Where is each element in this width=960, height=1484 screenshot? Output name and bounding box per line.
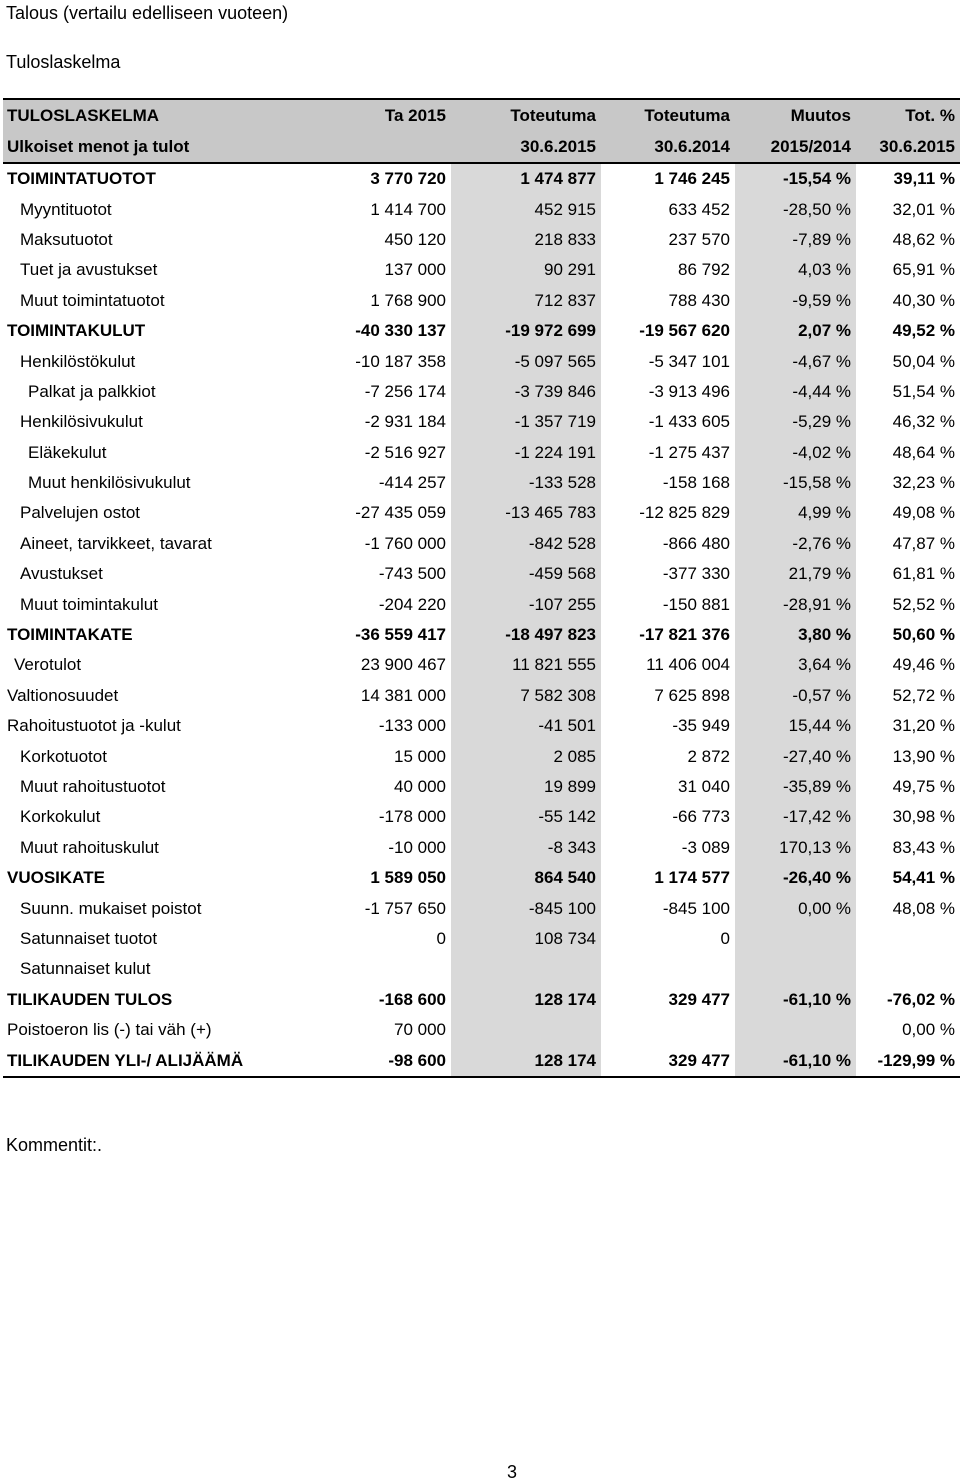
row-label: TILIKAUDEN YLI-/ ALIJÄÄMÄ (7, 1050, 244, 1070)
value-cell: -28,50 % (735, 194, 856, 224)
value-cell: 712 837 (451, 286, 601, 316)
value-cell: 49,08 % (892, 503, 955, 523)
row-label: Korkokulut (20, 807, 101, 827)
row-label: Tuet ja avustukset (20, 260, 158, 280)
value-cell: 4,03 % (735, 255, 856, 285)
value-cell (601, 1015, 735, 1045)
header-cell: 30.6.2015 (856, 131, 960, 163)
row-label: Henkilösivukulut (20, 412, 143, 432)
value-cell (856, 924, 960, 954)
row-label: Aineet, tarvikkeet, tavarat (20, 533, 212, 553)
header-row-1 (3, 99, 960, 131)
value-cell: -61,10 % (735, 985, 856, 1015)
value-cell: 218 833 (451, 225, 601, 255)
income-statement-table (3, 98, 960, 1078)
table-row (3, 225, 960, 255)
table-row (3, 498, 960, 528)
row-label: TOIMINTATUOTOT (7, 169, 156, 189)
header-cell: Ulkoiset menot ja tulot (3, 131, 340, 163)
row-label: Muut henkilösivukulut (28, 473, 191, 493)
table-row (3, 772, 960, 802)
header-cell: Toteutuma (451, 99, 601, 131)
table-row (3, 863, 960, 893)
row-label: VUOSIKATE (7, 868, 105, 888)
value-cell: 7 582 308 (451, 681, 601, 711)
table-row (3, 741, 960, 771)
table-row (3, 346, 960, 376)
row-label: Muut rahoitustuotot (20, 777, 166, 796)
value-cell: -204 220 (378, 594, 446, 614)
value-cell: 40 000 (394, 777, 446, 796)
value-cell: -55 142 (451, 802, 601, 832)
table-row (3, 286, 960, 316)
value-cell: -98 600 (388, 1050, 446, 1070)
value-cell: -4,67 % (735, 346, 856, 376)
value-cell: -4,02 % (735, 438, 856, 468)
value-cell: -150 881 (662, 594, 730, 614)
value-cell: 329 477 (668, 1050, 730, 1070)
value-cell: -15,54 % (735, 163, 856, 194)
value-cell: -1 433 605 (648, 412, 730, 432)
row-label: TOIMINTAKULUT (7, 321, 146, 341)
value-cell: 31,20 % (892, 716, 955, 736)
value-cell: -178 000 (378, 807, 446, 827)
value-cell: 51,54 % (892, 381, 955, 401)
row-label: Palvelujen ostot (20, 503, 141, 523)
value-cell: 3 770 720 (370, 169, 446, 189)
section-heading: Tuloslaskelma (6, 52, 121, 72)
value-cell: 52,72 % (892, 685, 955, 705)
table-row (3, 407, 960, 437)
value-cell: 7 625 898 (654, 685, 730, 705)
value-cell: 50,60 % (892, 625, 955, 645)
value-cell: -27 435 059 (355, 503, 446, 523)
header-cell: 30.6.2014 (601, 131, 735, 163)
value-cell: -36 559 417 (355, 625, 446, 645)
value-cell: -158 168 (662, 473, 730, 493)
table-row (3, 681, 960, 711)
value-cell: 90 291 (451, 255, 601, 285)
value-cell: -168 600 (378, 989, 446, 1009)
value-cell: -2,76 % (735, 529, 856, 559)
row-label: Muut rahoituskulut (20, 837, 159, 857)
table-row (3, 711, 960, 741)
value-cell: -10 187 358 (355, 351, 446, 371)
header-row-2 (3, 131, 960, 163)
table-row (3, 1015, 960, 1045)
value-cell: 2 085 (451, 741, 601, 771)
value-cell: 1 174 577 (654, 868, 730, 888)
value-cell: -1 757 650 (364, 898, 446, 918)
value-cell: -743 500 (378, 564, 446, 584)
value-cell: -0,57 % (735, 681, 856, 711)
value-cell: 0 (720, 928, 730, 948)
table-row (3, 589, 960, 619)
value-cell: 0,00 % (735, 893, 856, 923)
table-row (3, 255, 960, 285)
row-label: Muut toimintatuotot (20, 290, 165, 310)
row-label: Suunn. mukaiset poistot (20, 898, 202, 918)
value-cell (856, 954, 960, 984)
value-cell: 1 746 245 (654, 169, 730, 189)
value-cell: 49,52 % (892, 321, 955, 341)
value-cell: -5 097 565 (451, 346, 601, 376)
row-label: Poistoeron lis (-) tai väh (+) (7, 1020, 212, 1040)
value-cell: 1 589 050 (370, 868, 446, 888)
value-cell: -17,42 % (735, 802, 856, 832)
value-cell: 128 174 (451, 1045, 601, 1076)
table-row (3, 985, 960, 1015)
value-cell: -459 568 (451, 559, 601, 589)
page-heading: Talous (vertailu edelliseen vuoteen) (6, 3, 289, 23)
value-cell: -1 760 000 (364, 533, 446, 553)
value-cell: 15,44 % (735, 711, 856, 741)
value-cell: 47,87 % (892, 533, 955, 553)
table-row (3, 954, 960, 984)
row-label: Satunnaiset kulut (20, 959, 151, 979)
table-row (3, 163, 960, 194)
value-cell: 39,11 % (893, 169, 955, 189)
value-cell: 864 540 (451, 863, 601, 893)
value-cell: 108 734 (451, 924, 601, 954)
table-row (3, 802, 960, 832)
table-row (3, 833, 960, 863)
value-cell: 1 474 877 (451, 163, 601, 194)
table-row (3, 468, 960, 498)
value-cell: -2 516 927 (364, 442, 446, 462)
table-row (3, 438, 960, 468)
value-cell: -842 528 (451, 529, 601, 559)
table-row (3, 529, 960, 559)
value-cell: -41 501 (451, 711, 601, 741)
value-cell: -19 972 699 (451, 316, 601, 346)
header-cell: Tot. % (856, 99, 960, 131)
value-cell: 237 570 (668, 229, 730, 249)
table-row (3, 620, 960, 650)
value-cell: 14 381 000 (360, 685, 446, 705)
value-cell: -17 821 376 (639, 625, 730, 645)
value-cell: 3,64 % (735, 650, 856, 680)
value-cell: 31 040 (678, 777, 730, 796)
value-cell: 30,98 % (892, 807, 955, 827)
value-cell: -13 465 783 (451, 498, 601, 528)
value-cell: -7,89 % (735, 225, 856, 255)
value-cell: -414 257 (378, 473, 446, 493)
value-cell: 48,64 % (892, 442, 955, 462)
value-cell: -3 739 846 (451, 377, 601, 407)
value-cell: 46,32 % (892, 412, 955, 432)
table-row (3, 1045, 960, 1076)
value-cell: 2,07 % (735, 316, 856, 346)
value-cell: 633 452 (668, 199, 730, 219)
value-cell: -3 913 496 (648, 381, 730, 401)
header-cell: Muutos (735, 99, 856, 131)
value-cell: -7 256 174 (364, 381, 446, 401)
row-label: Eläkekulut (28, 442, 107, 462)
value-cell: 15 000 (394, 746, 446, 766)
value-cell: -5 347 101 (648, 351, 730, 371)
value-cell: -133 000 (378, 716, 446, 736)
value-cell: -19 567 620 (639, 321, 730, 341)
comment-label: Kommentit:. (6, 1135, 103, 1155)
value-cell: 52,52 % (892, 594, 955, 614)
value-cell: 40,30 % (892, 290, 955, 310)
value-cell: 0,00 % (902, 1020, 955, 1040)
value-cell: 65,91 % (892, 260, 955, 280)
value-cell: 49,46 % (892, 655, 955, 675)
value-cell: -866 480 (662, 533, 730, 553)
value-cell (735, 954, 856, 984)
value-cell: -845 100 (451, 893, 601, 923)
value-cell: -40 330 137 (355, 321, 446, 341)
row-label: Verotulot (14, 655, 82, 675)
value-cell: -12 825 829 (639, 503, 730, 523)
value-cell: 13,90 % (892, 746, 955, 766)
value-cell: 1 414 700 (370, 199, 446, 219)
value-cell (601, 954, 735, 984)
value-cell: -129,99 % (877, 1050, 955, 1070)
value-cell: 0 (436, 928, 446, 948)
value-cell: -26,40 % (735, 863, 856, 893)
value-cell: 61,81 % (892, 564, 955, 584)
row-label: Myyntituotot (20, 199, 112, 219)
row-label: Palkat ja palkkiot (28, 381, 156, 401)
value-cell: -4,44 % (735, 377, 856, 407)
value-cell: -28,91 % (735, 589, 856, 619)
row-label: Maksutuotot (20, 229, 113, 249)
value-cell: 32,01 % (892, 199, 955, 219)
value-cell: -845 100 (662, 898, 730, 918)
value-cell: -107 255 (451, 589, 601, 619)
value-cell: -3 089 (681, 837, 730, 857)
row-label: Henkilöstökulut (20, 351, 136, 371)
table-row (3, 559, 960, 589)
value-cell: -377 330 (662, 564, 730, 584)
table-row (3, 650, 960, 680)
value-cell (340, 954, 451, 984)
value-cell: 329 477 (668, 989, 730, 1009)
value-cell: 450 120 (384, 229, 446, 249)
header-cell: 30.6.2015 (451, 131, 601, 163)
value-cell: 83,43 % (892, 837, 955, 857)
value-cell: -1 275 437 (648, 442, 730, 462)
table-row (3, 194, 960, 224)
value-cell: -5,29 % (735, 407, 856, 437)
value-cell: -2 931 184 (364, 412, 446, 432)
value-cell: 19 899 (451, 772, 601, 802)
table-row (3, 377, 960, 407)
value-cell: 128 174 (451, 985, 601, 1015)
header-cell: Toteutuma (601, 99, 735, 131)
value-cell: -1 224 191 (451, 438, 601, 468)
value-cell: 70 000 (394, 1020, 446, 1040)
value-cell: 86 792 (678, 260, 730, 280)
value-cell: -9,59 % (735, 286, 856, 316)
value-cell: 21,79 % (735, 559, 856, 589)
value-cell: -18 497 823 (451, 620, 601, 650)
value-cell: -10 000 (388, 837, 446, 857)
row-label: Muut toimintakulut (20, 594, 158, 614)
table-row (3, 893, 960, 923)
page-number: 3 (506, 1462, 517, 1482)
value-cell: 11 406 004 (646, 655, 730, 675)
value-cell: 170,13 % (735, 833, 856, 863)
value-cell: 11 821 555 (451, 650, 601, 680)
value-cell: 137 000 (384, 260, 446, 280)
value-cell: 48,62 % (892, 229, 955, 249)
value-cell: 54,41 % (892, 868, 955, 888)
row-label: Korkotuotot (20, 746, 107, 766)
row-label: Avustukset (20, 564, 103, 584)
value-cell: -35 949 (672, 716, 730, 736)
value-cell: 23 900 467 (360, 655, 446, 675)
value-cell: -66 773 (672, 807, 730, 827)
value-cell: 50,04 % (892, 351, 955, 371)
value-cell (451, 1015, 601, 1045)
value-cell: 452 915 (451, 194, 601, 224)
value-cell: -15,58 % (735, 468, 856, 498)
value-cell: -27,40 % (735, 741, 856, 771)
table-row (3, 316, 960, 346)
header-cell (340, 131, 451, 163)
value-cell: 48,08 % (892, 898, 955, 918)
row-label: TILIKAUDEN TULOS (7, 989, 173, 1009)
header-cell: 2015/2014 (735, 131, 856, 163)
value-cell: -1 357 719 (451, 407, 601, 437)
value-cell (735, 924, 856, 954)
value-cell: 32,23 % (892, 473, 955, 493)
value-cell: 49,75 % (892, 777, 955, 796)
value-cell: 4,99 % (735, 498, 856, 528)
header-cell: TULOSLASKELMA (3, 99, 340, 131)
row-label: Satunnaiset tuotot (20, 928, 158, 948)
value-cell: 1 768 900 (370, 290, 446, 310)
value-cell: -76,02 % (886, 989, 955, 1009)
header-cell: Ta 2015 (340, 99, 451, 131)
value-cell: 788 430 (668, 290, 730, 310)
value-cell: 2 872 (687, 746, 730, 766)
value-cell: -61,10 % (735, 1045, 856, 1076)
value-cell: 3,80 % (735, 620, 856, 650)
value-cell (451, 954, 601, 984)
row-label: Valtionosuudet (7, 685, 119, 705)
row-label: Rahoitustuotot ja -kulut (7, 716, 181, 736)
value-cell: -35,89 % (735, 772, 856, 802)
row-label: TOIMINTAKATE (7, 625, 133, 645)
table-row (3, 924, 960, 954)
value-cell: -133 528 (451, 468, 601, 498)
value-cell: -8 343 (451, 833, 601, 863)
table-body (3, 163, 960, 1077)
value-cell (735, 1015, 856, 1045)
